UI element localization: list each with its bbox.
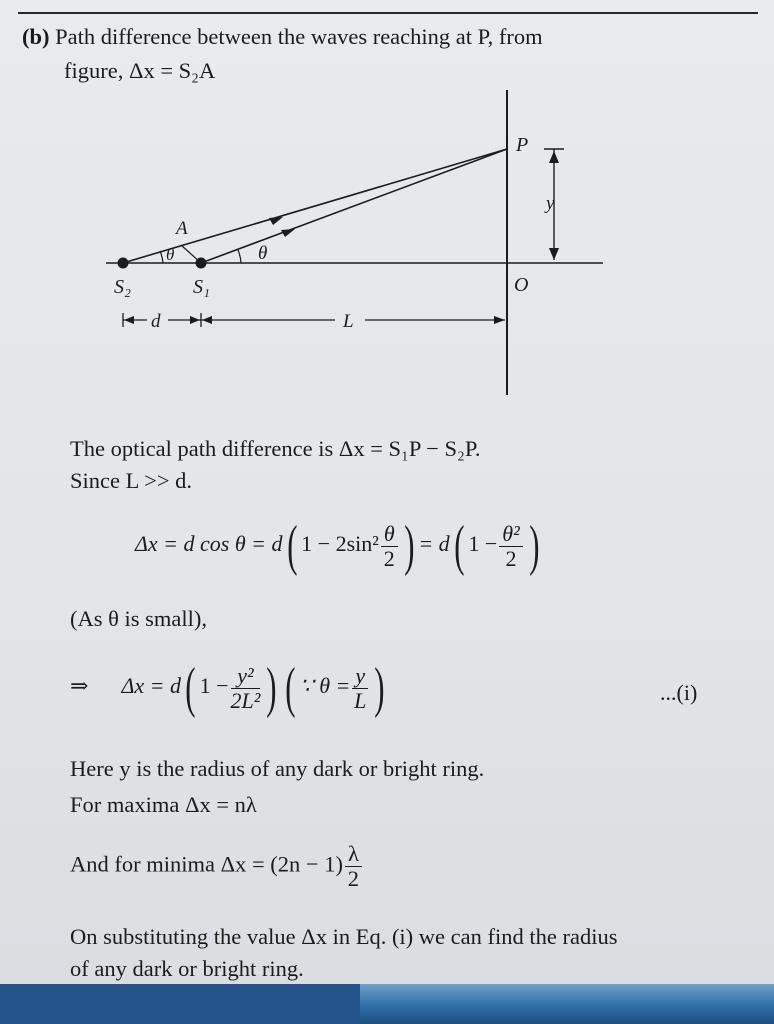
- label-y: y: [546, 193, 555, 214]
- angle-arc-s1: [238, 250, 241, 263]
- eq2-one-minus: 1 −: [199, 673, 229, 699]
- source-s1-dot: [196, 258, 207, 269]
- eq2-frac-num: y²: [231, 664, 261, 689]
- eq1-mid: 1 − 2sin²: [301, 531, 379, 557]
- eq2-implies: ⇒: [70, 673, 89, 699]
- eq1-frac-1: [381, 522, 398, 571]
- intro-line-1: [22, 22, 543, 52]
- ray-s2-p: [123, 149, 507, 263]
- eq1-lhs: Δx = d cos θ = d: [135, 531, 283, 557]
- label-theta-a: θ: [166, 245, 175, 264]
- d-arrow-right: [190, 316, 200, 324]
- eq2-frac2-den: L: [354, 687, 367, 713]
- eq1-frac1-den: 2: [383, 545, 395, 571]
- note-small: (As θ is small),: [70, 606, 208, 631]
- label-l: L: [343, 311, 354, 332]
- d-arrow-left: [124, 316, 134, 324]
- minima-frac-den: 2: [347, 866, 360, 891]
- part-label: (b): [22, 24, 50, 49]
- eq1-frac2-den: 2: [505, 545, 517, 571]
- eq1-frac2-num: θ²: [499, 522, 522, 547]
- l-arrow-left: [202, 316, 212, 324]
- source-s2-dot: [118, 258, 129, 269]
- label-a: A: [176, 218, 188, 239]
- para3-line-1: On substituting the value Δx in Eq. (i) we can find the radius: [70, 924, 618, 949]
- label-o: O: [514, 274, 529, 296]
- ray-s1-p: [201, 149, 507, 263]
- label-s1: S₁: [193, 276, 210, 298]
- para1-line-1: The optical path difference is Δx = S₁P − S₂P.: [70, 436, 481, 461]
- eq1-frac-2: [499, 522, 522, 571]
- angle-arc-s2: [160, 251, 163, 263]
- label-p: P: [516, 134, 529, 156]
- label-d: d: [151, 311, 161, 332]
- minima-text: And for minima Δx = (2n − 1): [70, 851, 343, 877]
- eq2-paren-close-2: ): [374, 657, 385, 719]
- minima-frac: [345, 842, 362, 891]
- bottom-color-band: [0, 984, 774, 1024]
- eq2-frac-1: [231, 664, 261, 713]
- ray-arrow-upper: [269, 217, 283, 225]
- path-difference-diagram: [0, 85, 774, 415]
- eq1-paren-close: ): [403, 515, 415, 577]
- top-rule: [18, 12, 758, 14]
- bottom-band-dark: [0, 984, 360, 1024]
- equation-1: [135, 515, 543, 577]
- eq2-paren-close: ): [266, 657, 277, 719]
- para2-line-1: Here y is the radius of any dark or bright ring.: [70, 756, 485, 781]
- eq2-tag: ...(i): [660, 680, 698, 705]
- ray-arrow-lower: [281, 229, 295, 237]
- minima-frac-num: λ: [345, 842, 362, 867]
- intro-line-2: figure, Δx = S₂A: [64, 58, 216, 83]
- para3-line-2: of any dark or bright ring.: [70, 956, 304, 981]
- eq1-paren-open-2: (: [453, 515, 465, 577]
- equation-2: [70, 657, 389, 719]
- para2-line-2: For maxima Δx = nλ: [70, 792, 257, 817]
- para1-line-2: Since L >> d.: [70, 468, 193, 493]
- eq2-because: ∵ θ =: [299, 673, 351, 699]
- eq1-mid2: 1 −: [468, 531, 498, 557]
- l-arrow-right: [494, 316, 505, 324]
- eq2-frac2-num: y: [352, 664, 368, 689]
- intro-text-1: Path difference between the waves reaching at P, from: [55, 24, 543, 49]
- y-arrow-down: [549, 248, 559, 260]
- eq1-paren-close-2: ): [528, 515, 540, 577]
- eq2-paren-open-2: (: [285, 657, 296, 719]
- eq2-paren-open: (: [185, 657, 196, 719]
- eq2-lhs: Δx = d: [121, 673, 181, 699]
- minima-line: [70, 842, 364, 891]
- eq2-frac-2: [352, 664, 368, 713]
- y-arrow-up: [549, 151, 559, 163]
- label-theta-s1: θ: [258, 243, 268, 264]
- eq1-paren-open: (: [286, 515, 297, 577]
- label-s2: S₂: [114, 276, 131, 298]
- eq1-frac1-num: θ: [381, 522, 398, 547]
- eq1-eqd: = d: [418, 531, 450, 557]
- eq2-frac-den: 2L²: [230, 687, 261, 713]
